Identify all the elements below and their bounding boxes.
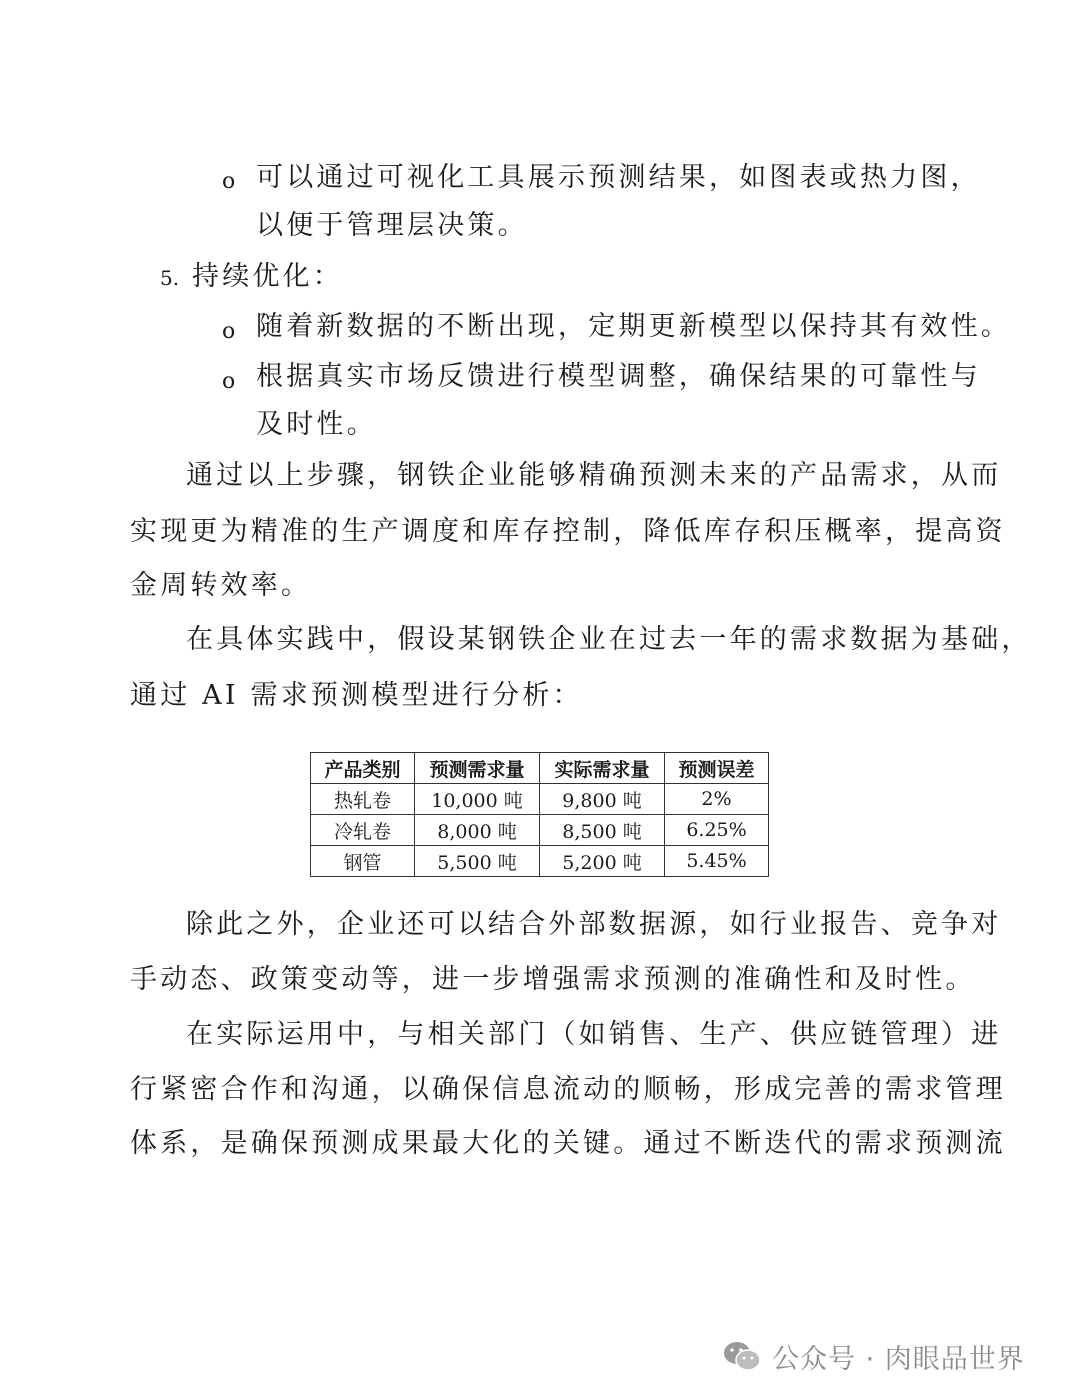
list-item-text: 可以通过可视化工具展示预测结果，如图表或热力图，	[256, 162, 981, 193]
list-item-text: 及时性。	[256, 409, 377, 440]
list-item-text: 根据真实市场反馈进行模型调整，确保结果的可靠性与	[256, 361, 981, 392]
bullet-marker: o	[222, 369, 236, 394]
table-header: 预测误差	[665, 753, 769, 784]
paragraph-line: 在具体实践中，假设某钢铁企业在过去一年的需求数据为基础，	[186, 624, 1032, 655]
table-cell: 热轧卷	[311, 784, 415, 815]
table-cell: 5,200 吨	[540, 846, 665, 877]
table-row	[311, 784, 769, 815]
paragraph-line: 实现更为精准的生产调度和库存控制，降低库存积压概率，提高资	[130, 516, 1006, 547]
watermark-text: 公众号 · 肉眼品世界	[772, 1343, 1025, 1375]
watermark	[722, 1336, 1025, 1376]
bullet-marker: o	[222, 169, 236, 194]
table-cell: 5.45%	[665, 846, 769, 877]
list-item-text: 随着新数据的不断出现，定期更新模型以保持其有效性。	[256, 311, 1011, 342]
paragraph-line: 金周转效率。	[130, 570, 312, 601]
wechat-icon	[722, 1339, 762, 1373]
table-header-row	[311, 753, 769, 784]
paragraph-line: 体系，是确保预测成果最大化的关键。通过不断迭代的需求预测流	[130, 1128, 1006, 1159]
table-cell: 6.25%	[665, 815, 769, 846]
paragraph-line: 手动态、政策变动等，进一步增强需求预测的准确性和及时性。	[130, 964, 976, 995]
table-cell: 9,800 吨	[540, 784, 665, 815]
paragraph-line: 通过以上步骤，钢铁企业能够精确预测未来的产品需求，从而	[186, 460, 1002, 491]
table-header: 实际需求量	[540, 753, 665, 784]
table-row	[311, 815, 769, 846]
list-item-text: 以便于管理层决策。	[256, 210, 528, 241]
table-cell: 8,500 吨	[540, 815, 665, 846]
table-header: 产品类别	[311, 753, 415, 784]
demand-forecast-table	[310, 752, 769, 877]
table-cell: 8,000 吨	[415, 815, 540, 846]
paragraph-line: 行紧密合作和沟通，以确保信息流动的顺畅，形成完善的需求管理	[130, 1074, 1006, 1105]
table-cell: 2%	[665, 784, 769, 815]
paragraph-line: 除此之外，企业还可以结合外部数据源，如行业报告、竞争对	[186, 909, 1002, 940]
table-row	[311, 846, 769, 877]
table-header: 预测需求量	[415, 753, 540, 784]
paragraph-line: 通过 AI 需求预测模型进行分析：	[130, 680, 583, 711]
table-cell: 钢管	[311, 846, 415, 877]
table-cell: 5,500 吨	[415, 846, 540, 877]
paragraph-line: 在实际运用中，与相关部门（如销售、生产、供应链管理）进	[186, 1019, 1002, 1050]
list-number: 5.	[160, 266, 180, 290]
table-cell: 冷轧卷	[311, 815, 415, 846]
bullet-marker: o	[222, 319, 236, 344]
list-heading: 持续优化：	[192, 261, 343, 292]
table-cell: 10,000 吨	[415, 784, 540, 815]
